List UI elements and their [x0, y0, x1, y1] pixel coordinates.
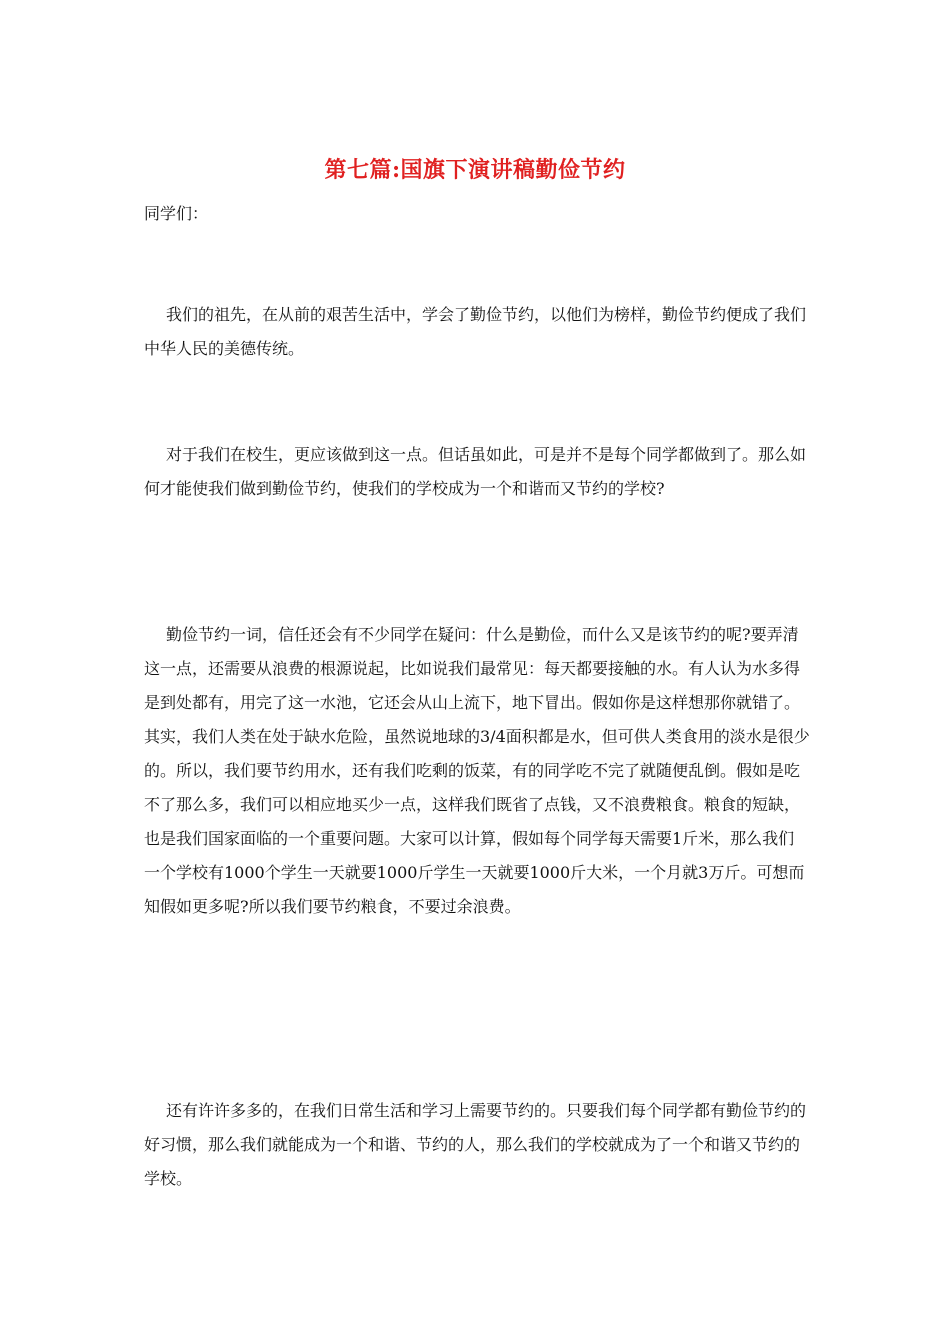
- paragraph-1: 我们的祖先，在从前的艰苦生活中，学会了勤俭节约，以他们为榜样，勤俭节约便成了我们中华人民的美德传统。: [144, 305, 807, 358]
- paragraph-3: 勤俭节约一词，信任还会有不少同学在疑问：什么是勤俭，而什么又是该节约的呢?要弄清这一点，还需要从浪费的根源说起，比如说我们最常见：每天都要接触的水。有人认为水多得是到处都有，用完了这一水池，它还会从山上流下，地下冒出。假如你是这样想那你就错了。其实，我们人类在处于缺水危险，虽然说地球的3/4面积都是水，但可供人类食用的淡水是很少的。所以，我们要节约用水，还有我们吃剩的饭菜，有的同学吃不完了就随便乱倒。假如是吃不了那么多，我们可以相应地买少一点，这样我们既省了点钱，又不浪费粮食。粮食的短缺，也是我们国家面临的一个重要问题。大家可以计算，假如每个同学每天需要1斤米，那么我们一个学校有1000个学生一天就要1000斤学生一天就要1000斤大米，一个月就3万斤。可想而知假如更多呢?所以我们要节约粮食，不要过余浪费。: [144, 625, 810, 916]
- paragraph-2: 对于我们在校生，更应该做到这一点。但话虽如此，可是并不是每个同学都做到了。那么如何才能使我们做到勤俭节约，使我们的学校成为一个和谐而又节约的学校?: [144, 445, 807, 498]
- paragraph-4: 还有许许多多的，在我们日常生活和学习上需要节约的。只要我们每个同学都有勤俭节约的好习惯，那么我们就能成为一个和谐、节约的人，那么我们的学校就成为了一个和谐又节约的学校。: [144, 1101, 807, 1188]
- document-title: 第七篇:国旗下演讲稿勤俭节约: [324, 157, 626, 183]
- greeting: 同学们：: [144, 204, 209, 223]
